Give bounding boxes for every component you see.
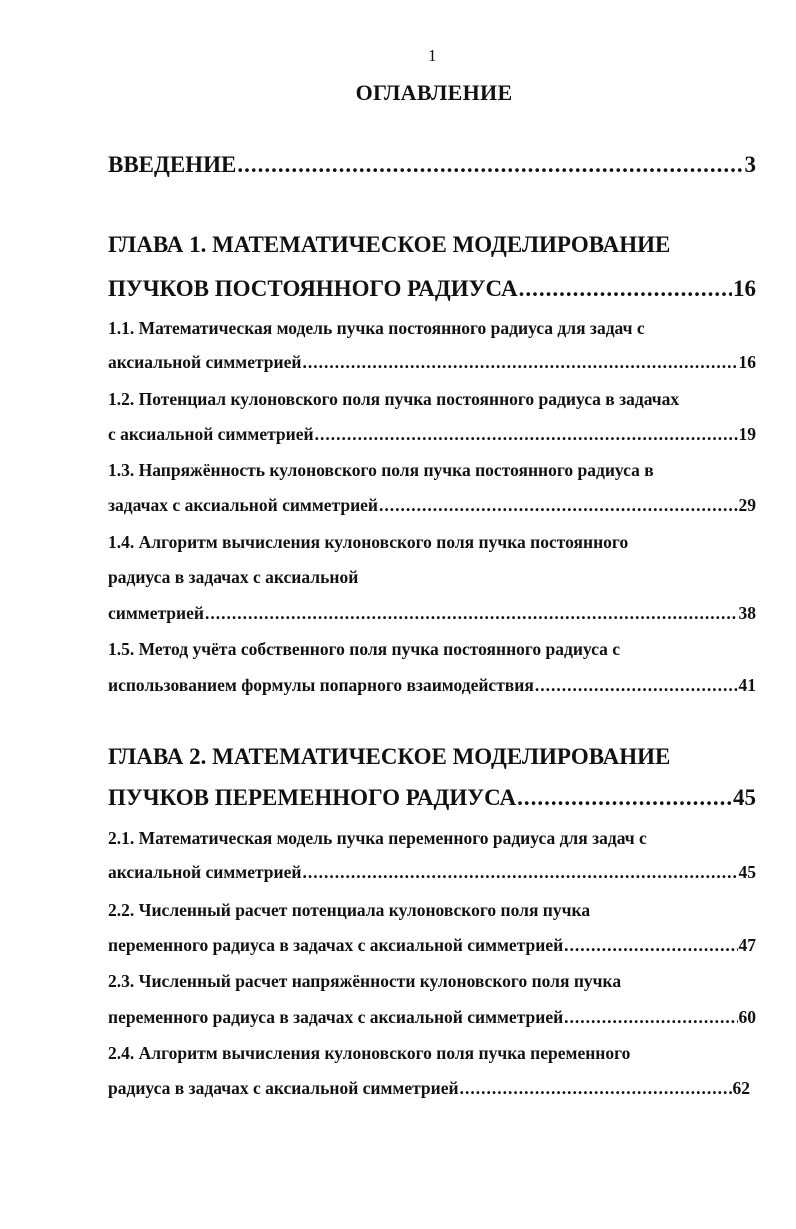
toc-entry-label: переменного радиуса в задачах с аксиальной симметрией	[108, 1007, 564, 1027]
chapter-2-heading-line1: ГЛАВА 2. МАТЕМАТИЧЕСКОЕ МОДЕЛИРОВАНИЕ	[108, 744, 671, 769]
section-2-4-line1: 2.4. Алгоритм вычисления кулоновского поля пучка переменного	[108, 1043, 631, 1063]
toc-entry-section-2-1[interactable]	[108, 862, 756, 883]
section-1-1-line1: 1.1. Математическая модель пучка постоянного радиуса для задач с	[108, 318, 645, 338]
leader-dots	[205, 603, 738, 624]
toc-entry-label: задачах с аксиальной симметрией	[108, 495, 379, 515]
toc-page-number: 29	[738, 495, 756, 515]
toc-page-number: 41	[738, 675, 756, 695]
toc-entry-label: симметрией	[108, 603, 204, 623]
toc-entry-label: ПУЧКОВ ПЕРЕМЕННОГО РАДИУСА	[108, 785, 517, 810]
section-2-1-line1: 2.1. Математическая модель пучка переменного радиуса для задач с	[108, 828, 647, 848]
toc-entry-section-1-2[interactable]	[108, 424, 756, 445]
toc-entry-section-2-2[interactable]	[108, 935, 756, 956]
toc-entry-label: аксиальной симметрией	[108, 352, 302, 372]
toc-page-number: 19	[738, 424, 756, 444]
leader-dots	[460, 1078, 732, 1099]
section-1-3-line1: 1.3. Напряжённость кулоновского поля пучка постоянного радиуса в	[108, 460, 654, 480]
toc-page-number: 45	[738, 862, 756, 882]
toc-entry-section-1-4[interactable]	[108, 603, 756, 624]
toc-entry-label: с аксиальной симметрией	[108, 424, 314, 444]
toc-entry-label: ПУЧКОВ ПОСТОЯННОГО РАДИУСА	[108, 276, 518, 301]
toc-entry-label: аксиальной симметрией	[108, 862, 302, 882]
toc-page-number: 60	[738, 1007, 756, 1027]
toc-page-number: 16	[738, 352, 756, 372]
toc-page-number: 47	[738, 935, 756, 955]
section-1-2-line1: 1.2. Потенциал кулоновского поля пучка постоянного радиуса в задачах	[108, 389, 680, 409]
leader-dots	[379, 495, 737, 516]
toc-entry-section-1-5[interactable]	[108, 675, 756, 696]
toc-entry-section-1-3[interactable]	[108, 495, 756, 516]
leader-dots	[302, 862, 737, 883]
toc-page-number: 16	[733, 276, 756, 301]
toc-page-number: 62	[732, 1078, 750, 1098]
leader-dots	[237, 152, 743, 178]
toc-entry-intro[interactable]	[108, 152, 756, 178]
toc-entry-section-1-1[interactable]	[108, 352, 756, 373]
leader-dots	[517, 785, 732, 811]
toc-entry-chapter-1[interactable]	[108, 276, 756, 302]
section-2-3-line1: 2.3. Численный расчет напряжённости кулоновского поля пучка	[108, 971, 622, 991]
leader-dots	[564, 1007, 737, 1028]
leader-dots	[302, 352, 737, 373]
toc-entry-label: ВВЕДЕНИЕ	[108, 152, 237, 177]
section-1-5-line1: 1.5. Метод учёта собственного поля пучка постоянного радиуса с	[108, 639, 621, 659]
page-number: 1	[428, 46, 437, 65]
section-2-2-line1: 2.2. Численный расчет потенциала кулоновского поля пучка	[108, 900, 591, 920]
toc-page-number: 3	[744, 152, 756, 177]
toc-entry-label: переменного радиуса в задачах с аксиальной симметрией	[108, 935, 564, 955]
section-1-4-line1: 1.4. Алгоритм вычисления кулоновского поля пучка постоянного	[108, 532, 629, 552]
leader-dots	[564, 935, 737, 956]
leader-dots	[315, 424, 738, 445]
chapter-1-heading-line1: ГЛАВА 1. МАТЕМАТИЧЕСКОЕ МОДЕЛИРОВАНИЕ	[108, 232, 671, 257]
leader-dots	[519, 276, 732, 302]
page-title: ОГЛАВЛЕНИЕ	[355, 80, 513, 105]
toc-entry-label: радиуса в задачах с аксиальной симметрией	[108, 1078, 459, 1098]
toc-entry-chapter-2[interactable]	[108, 785, 756, 811]
leader-dots	[535, 675, 738, 696]
toc-page-number: 45	[733, 785, 756, 810]
toc-entry-section-2-4[interactable]	[108, 1078, 750, 1099]
toc-page-number: 38	[738, 603, 756, 623]
toc-entry-label: использованием формулы попарного взаимодействия	[108, 675, 534, 695]
section-1-4-line2: радиуса в задачах с аксиальной	[108, 567, 359, 587]
toc-entry-section-2-3[interactable]	[108, 1007, 756, 1028]
